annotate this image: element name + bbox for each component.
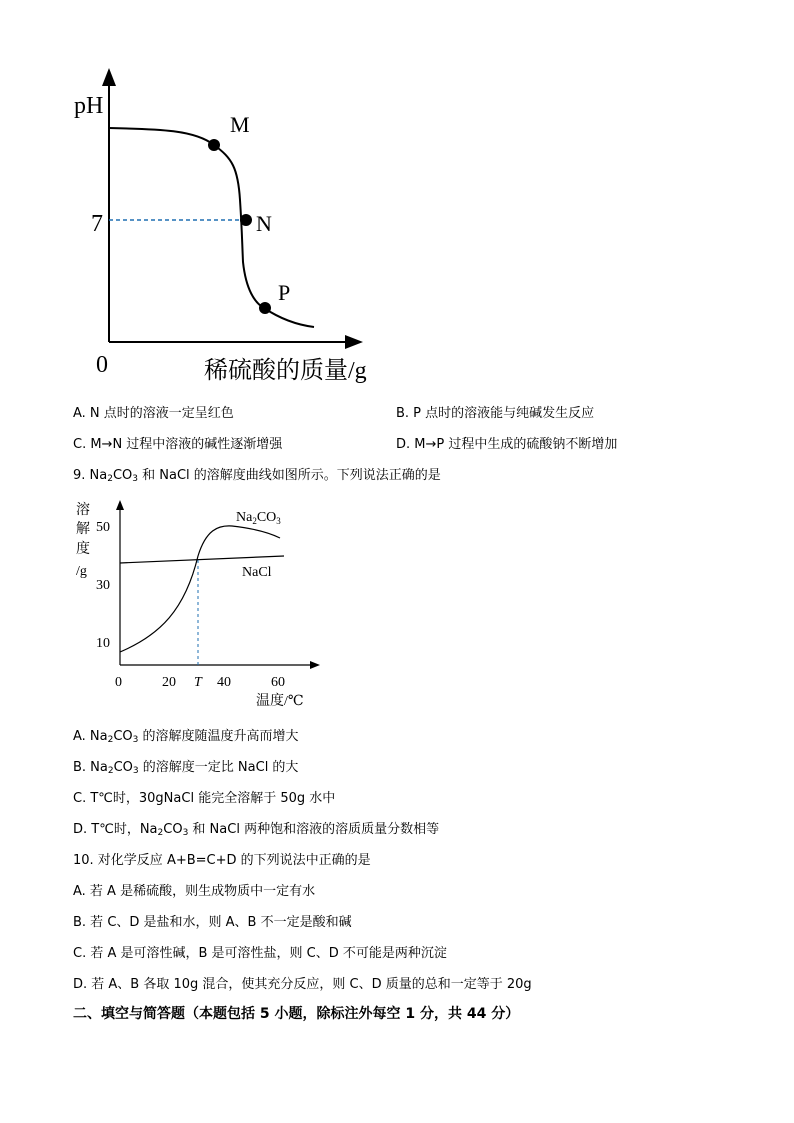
q10-option-a: A. 若 A 是稀硫酸，则生成物质中一定有水 [73, 884, 316, 899]
q9-option-a: A. $Na_2CO_3$ 的溶解度随温度升高而增大 [73, 729, 299, 745]
sol-y-label-1: 溶 [76, 503, 90, 518]
sol-xtick-40: 40 [217, 675, 231, 690]
q8-option-c: C. M→N 过程中溶液的碱性逐渐增强 [73, 437, 283, 452]
q10-option-b: B. 若 C、D 是盐和水，则 A、B 不一定是酸和碱 [73, 915, 352, 930]
point-m [208, 139, 220, 151]
ph-x-arrow [345, 335, 363, 349]
solubility-chart [0, 490, 340, 720]
q9-stem: 9. $Na_2CO_3$ 和 NaCl 的溶解度曲线如图所示。下列说法正确的是 [73, 468, 441, 484]
na2co3-curve [120, 526, 280, 652]
q8-option-a: A. N 点时的溶液一定呈红色 [73, 406, 234, 421]
sol-xtick-60: 60 [271, 675, 285, 690]
ph7-tick-label: 7 [91, 211, 103, 237]
nacl-line [120, 556, 284, 563]
point-n-label: N [256, 211, 272, 236]
sol-y-label-3: 度 [76, 542, 90, 557]
sol-xtick-t: T [194, 675, 202, 690]
nacl-label: NaCl [242, 565, 272, 580]
sol-ytick-10: 10 [96, 636, 110, 651]
point-m-label: M [230, 112, 250, 137]
point-n [240, 214, 252, 226]
sol-x-arrow [310, 661, 320, 669]
point-p [259, 302, 271, 314]
q9-option-d: D. T℃时，$Na_2CO_3$ 和 NaCl 两种饱和溶液的溶质质量分数相等 [73, 822, 440, 838]
q8-option-d: D. M→P 过程中生成的硫酸钠不断增加 [396, 437, 618, 452]
point-p-label: P [278, 280, 291, 305]
q10-option-c: C. 若 A 是可溶性碱，B 是可溶性盐，则 C、D 不可能是两种沉淀 [73, 946, 447, 961]
q9-option-c: C. T℃时，30gNaCl 能完全溶解于 50g 水中 [73, 791, 336, 806]
sol-xtick-0: 0 [115, 675, 122, 690]
sol-ytick-30: 30 [96, 578, 110, 593]
section2-heading: 二、填空与简答题（本题包括 5 小题，除标注外每空 1 分，共 44 分） [73, 1006, 520, 1022]
na2co3-label: $Na_2CO_3$ [236, 510, 281, 526]
sol-y-label-4: /g [76, 564, 87, 579]
q10-stem: 10. 对化学反应 A+B=C+D 的下列说法中正确的是 [73, 853, 371, 868]
q8-option-b: B. P 点时的溶液能与纯碱发生反应 [396, 406, 595, 421]
ph-y-arrow [102, 68, 116, 86]
ph-curve-chart [0, 0, 400, 400]
ph-y-label: pH [74, 93, 104, 119]
q9-option-b: B. $Na_2CO_3$ 的溶解度一定比 NaCl 的大 [73, 760, 299, 776]
sol-y-arrow [116, 500, 124, 510]
ph-x-label: 稀硫酸的质量/g [204, 358, 367, 384]
sol-xtick-20: 20 [162, 675, 176, 690]
sol-ytick-50: 50 [96, 520, 110, 535]
ph-origin-label: 0 [96, 352, 108, 378]
q10-option-d: D. 若 A、B 各取 10g 混合，使其充分反应，则 C、D 质量的总和一定等于 20g [73, 977, 532, 992]
sol-x-label: 温度/℃ [256, 694, 304, 709]
sol-y-label-2: 解 [76, 522, 90, 537]
